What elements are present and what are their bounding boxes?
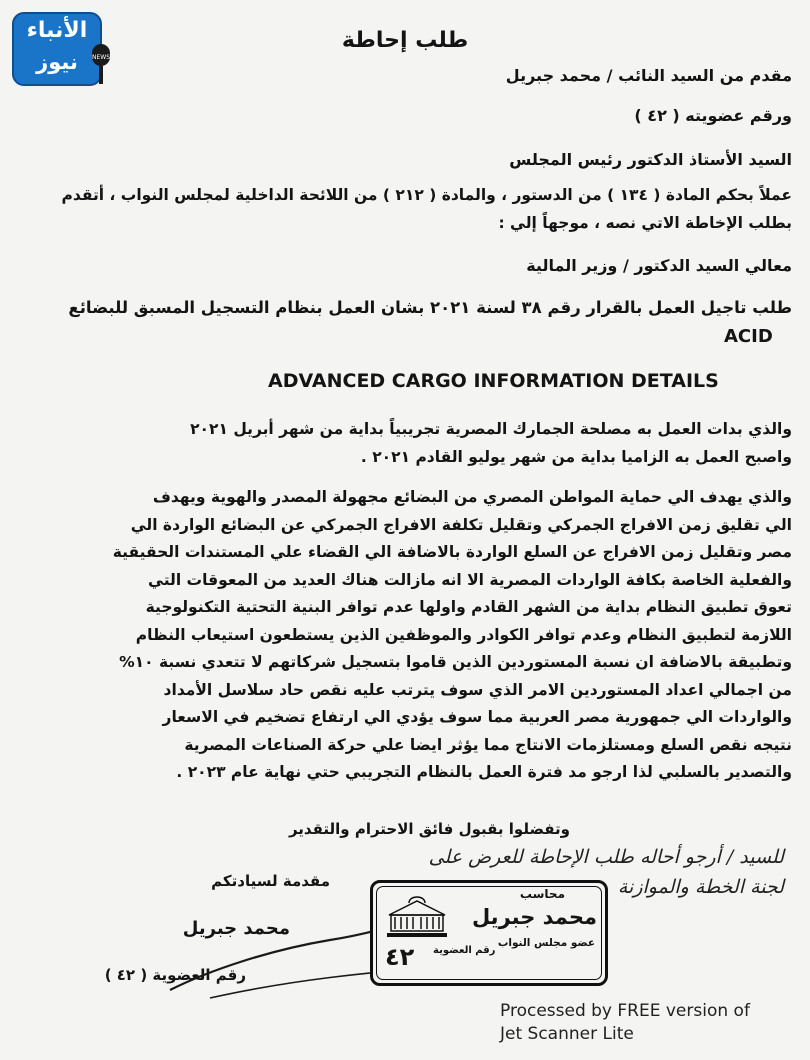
acronym: ACID [724, 326, 773, 347]
recipient: معالي السيد الدكتور / وزير المالية [526, 256, 792, 275]
subject: طلب تاجيل العمل بالقرار رقم ٣٨ لسنة ٢٠٢١ بشان العمل بنظام التسجيل المسبق للبضائع [68, 298, 792, 317]
signer-name: محمد جبريل [182, 918, 290, 939]
paragraph-line: نتيجه نقص السلع ومستلزمات الانتاج مما يؤثر ايضا علي حركة الصناعات المصرية [184, 735, 792, 754]
mic-label: NEWS [91, 54, 111, 61]
paragraph-line: واصبح العمل به الزاميا بداية من شهر يوليو القادم ٢٠٢١ . [360, 447, 792, 466]
stamp-number: ٤٢ [385, 943, 415, 971]
intro-line-1: عملاً بحكم المادة ( ١٣٤ ) من الدستور ، والمادة ( ٢١٢ ) من اللائحة الداخلية لمجلس النواب ، أتقدم [61, 186, 792, 204]
official-stamp [370, 880, 608, 986]
watermark-line-2: Jet Scanner Lite [500, 1024, 634, 1044]
paragraph-line: وتطبيقة بالاضافة ان نسبة المستوردين الذين قاموا بتسجيل شركاتهم لا تتعدي نسبة ١٠% [119, 653, 792, 671]
logo-badge [12, 12, 102, 86]
presented-to: مقدمة لسيادتكم [211, 872, 330, 890]
member-number: رقم العضوية ( ٤٢ ) [104, 966, 246, 984]
acronym-full: ADVANCED CARGO INFORMATION DETAILS [268, 370, 719, 392]
paragraph-line: من اجمالي اعداد المستوردين الامر الذي سوف يترتب عليه نقص حاد سلاسل الأمداد [163, 680, 792, 699]
paragraph-line: مصر وتقليل زمن الافراج عن السلع الواردة بالاضافة الي القضاء علي المستندات الحقيقية [112, 543, 792, 561]
paragraph-line: اللازمة لتطبيق النظام وعدم توافر الكوادر والموظفين الذين يستطعون استيعاب النظام [135, 625, 792, 644]
stamp-name: محمد جبريل [471, 905, 597, 929]
document-title: طلب إحاطة [341, 28, 469, 53]
microphone-icon [90, 42, 112, 86]
paragraph-line: تعوق تطبيق النظام بداية من الشهر القادم واولها عدم توافر البنية التحتية التكنولوجية [145, 598, 792, 616]
paragraph-line: والفعلية الخاصة بكافة الواردات المصرية الا انه مازالت هناك العديد من المعوقات التي [148, 570, 792, 589]
paragraph-line: والذي بدات العمل به مصلحة الجمارك المصرية تجريبياً بداية من شهر أبريل ٢٠٢١ [190, 420, 792, 438]
news-logo [12, 12, 112, 86]
handwritten-note-line-2: لجنة الخطة والموازنة [617, 876, 784, 898]
paragraph-line: والواردات الي جمهورية مصر العربية مما سوف يؤدي الي ارتفاع تضخيم في الاسعار [162, 708, 792, 726]
watermark-line-1: Processed by FREE version of [500, 1001, 750, 1021]
scanner-watermark [500, 1000, 800, 1046]
handwritten-note-line-1: للسيد / أرجو أحاله طلب الإحاطة للعرض على [428, 846, 784, 868]
closing-line: وتفضلوا بقبول فائق الاحترام والتقدير [288, 820, 570, 838]
parliament-building-icon [381, 893, 453, 939]
paragraph-line: والتصدير بالسلبي لذا ارجو مد فترة العمل بالنظام التجريبي حتي نهاية عام ٢٠٢٣ . [176, 763, 792, 781]
paragraph-2 [12, 484, 792, 787]
paragraph-line: والذي يهدف الي حماية المواطن المصري من البضائع مجهولة المصدر والهوية ويهدف [152, 488, 792, 506]
stamp-number-label: رقم العضوية [433, 945, 496, 956]
stamp-subtitle: عضو مجلس النواب [497, 937, 595, 949]
membership-number: ورقم عضويته ( ٤٢ ) [634, 106, 792, 125]
logo-text-top: الأنباء [26, 18, 88, 43]
paragraph-1 [12, 416, 792, 471]
stamp-role: محاسب [519, 887, 565, 901]
paragraph-line: الي تقليق زمن الافراج الجمركي وتقليل تكلفة الافراج الجمركي عن البضائع الواردة الي [130, 515, 792, 534]
logo-text-bottom: نيوز [36, 50, 78, 74]
submitted-by: مقدم من السيد النائب / محمد جبريل [505, 66, 792, 85]
intro-line-2: بطلب الإخاطة الاتي نصه ، موجهاً إلي : [498, 214, 792, 232]
addressee: السيد الأستاذ الدكتور رئيس المجلس [509, 150, 792, 169]
